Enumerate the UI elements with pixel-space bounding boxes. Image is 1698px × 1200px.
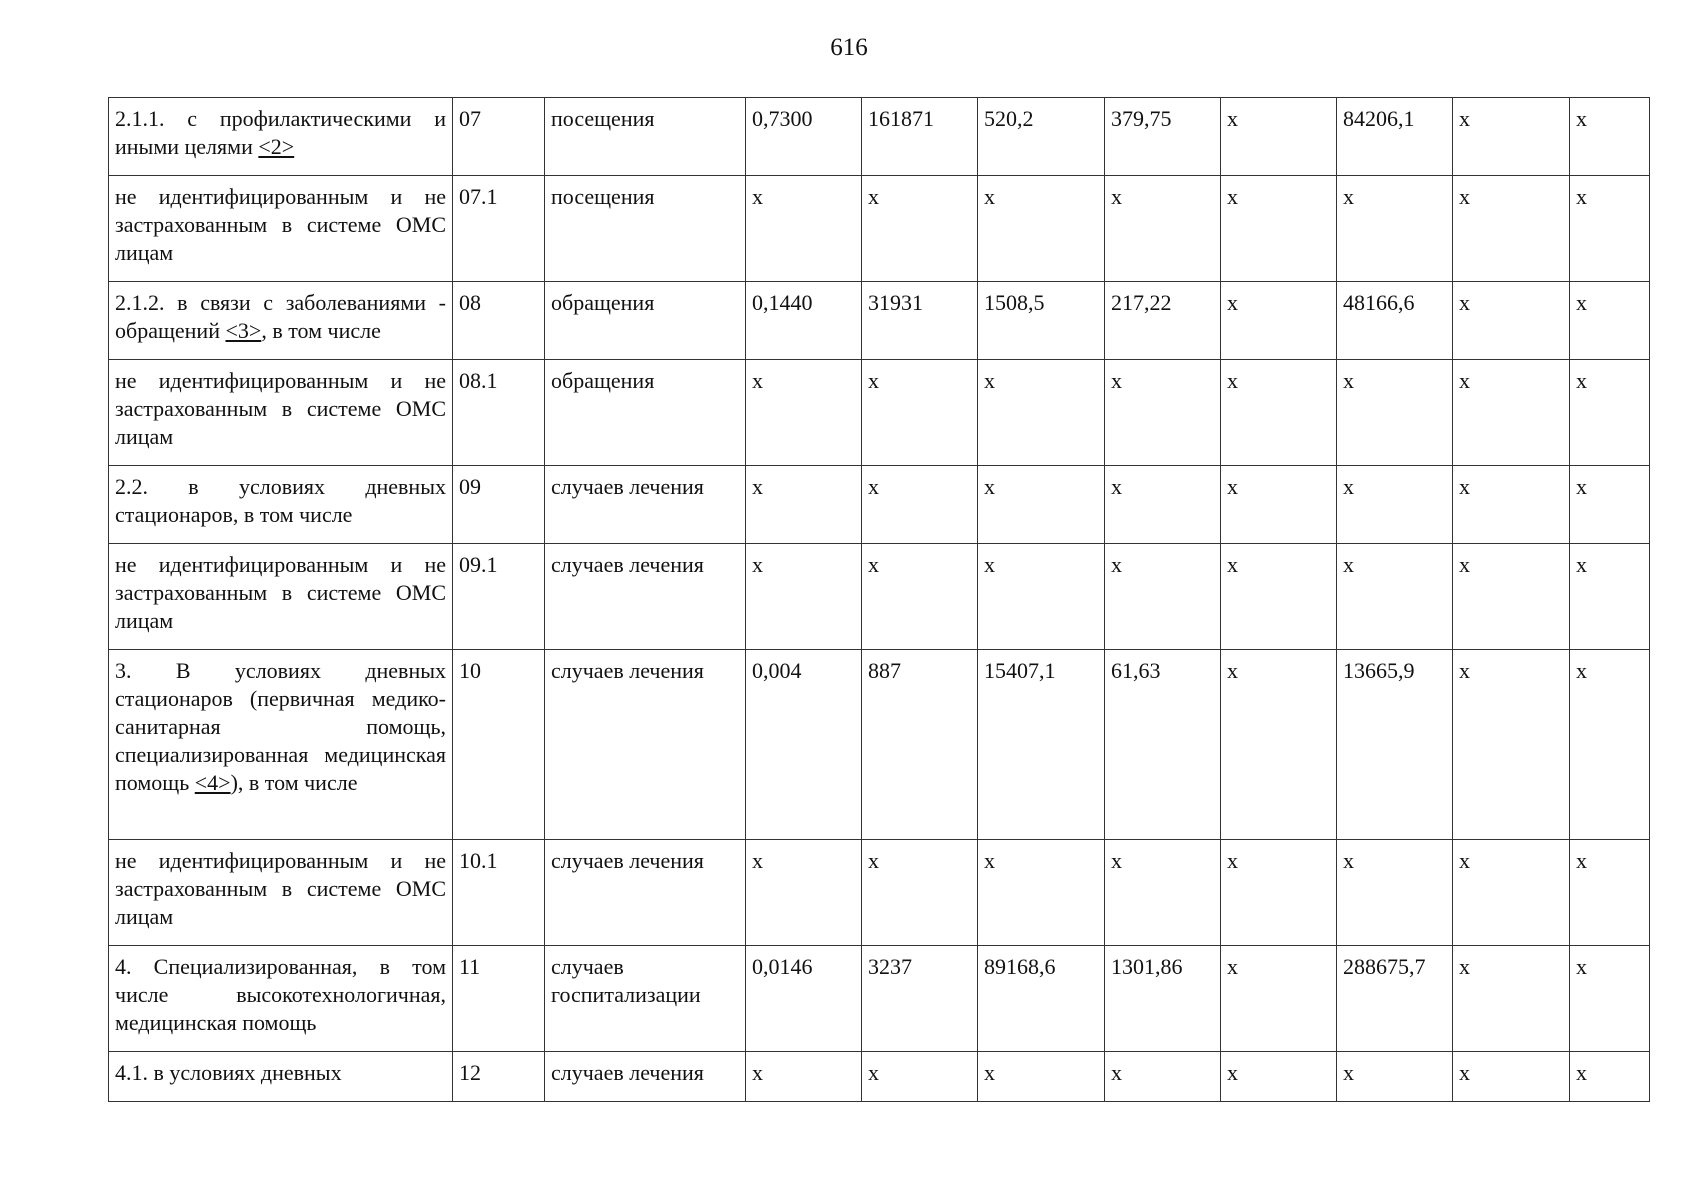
description-text: не идентифицированным и не застрахованным в системе ОМС лицам — [115, 368, 446, 449]
table-row — [109, 176, 1650, 282]
footnote-link[interactable]: <4> — [194, 770, 231, 795]
value-cell-c7: х — [1453, 544, 1570, 650]
value-cell-c1: 0,004 — [746, 650, 862, 840]
value-cell-c7: х — [1453, 176, 1570, 282]
row-description — [109, 98, 453, 176]
description-text: 4.1. в условиях дневных — [115, 1060, 342, 1085]
value-cell-c6: 288675,7 — [1337, 946, 1453, 1052]
value-cell-c2: х — [862, 1052, 978, 1102]
value-cell-c5: х — [1221, 466, 1337, 544]
value-cell-c8: х — [1570, 840, 1650, 946]
value-cell-c5: х — [1221, 650, 1337, 840]
row-unit: случаев госпитализации — [545, 946, 746, 1052]
row-description — [109, 360, 453, 466]
row-description — [109, 946, 453, 1052]
value-cell-c8: х — [1570, 360, 1650, 466]
row-description — [109, 466, 453, 544]
value-cell-c8: х — [1570, 98, 1650, 176]
value-cell-c1: х — [746, 544, 862, 650]
value-cell-c8: х — [1570, 650, 1650, 840]
value-cell-c7: х — [1453, 360, 1570, 466]
value-cell-c4: х — [1105, 360, 1221, 466]
row-unit: посещения — [545, 98, 746, 176]
value-cell-c4: х — [1105, 176, 1221, 282]
row-code: 08.1 — [453, 360, 545, 466]
table-row — [109, 840, 1650, 946]
page-number: 616 — [830, 34, 868, 61]
value-cell-c5: х — [1221, 360, 1337, 466]
value-cell-c8: х — [1570, 946, 1650, 1052]
value-cell-c1: х — [746, 840, 862, 946]
value-cell-c5: х — [1221, 282, 1337, 360]
value-cell-c4: х — [1105, 1052, 1221, 1102]
value-cell-c7: х — [1453, 282, 1570, 360]
value-cell-c6: х — [1337, 466, 1453, 544]
row-code: 08 — [453, 282, 545, 360]
row-unit: обращения — [545, 360, 746, 466]
value-cell-c6: 13665,9 — [1337, 650, 1453, 840]
value-cell-c1: 0,7300 — [746, 98, 862, 176]
value-cell-c6: х — [1337, 1052, 1453, 1102]
value-cell-c4: 1301,86 — [1105, 946, 1221, 1052]
table-row — [109, 1052, 1650, 1102]
table-row — [109, 650, 1650, 840]
value-cell-c3: 1508,5 — [978, 282, 1105, 360]
row-code: 12 — [453, 1052, 545, 1102]
description-text: ), в том числе — [230, 770, 358, 795]
description-text: 4. Специализированная, в том числе высокотехнологичная, медицинская помощь — [115, 954, 446, 1035]
description-text: 2.2. в условиях дневных стационаров, в том числе — [115, 474, 446, 527]
value-cell-c6: х — [1337, 360, 1453, 466]
description-text: не идентифицированным и не застрахованным в системе ОМС лицам — [115, 848, 446, 929]
row-unit: случаев лечения — [545, 840, 746, 946]
value-cell-c4: 379,75 — [1105, 98, 1221, 176]
row-code: 09 — [453, 466, 545, 544]
value-cell-c6: х — [1337, 176, 1453, 282]
value-cell-c1: х — [746, 176, 862, 282]
value-cell-c3: х — [978, 360, 1105, 466]
row-unit: случаев лечения — [545, 1052, 746, 1102]
row-code: 07.1 — [453, 176, 545, 282]
row-description — [109, 176, 453, 282]
value-cell-c2: х — [862, 360, 978, 466]
value-cell-c5: х — [1221, 98, 1337, 176]
table-row — [109, 98, 1650, 176]
row-unit: случаев лечения — [545, 466, 746, 544]
row-unit: обращения — [545, 282, 746, 360]
value-cell-c1: х — [746, 1052, 862, 1102]
value-cell-c8: х — [1570, 1052, 1650, 1102]
value-cell-c5: х — [1221, 176, 1337, 282]
row-code: 09.1 — [453, 544, 545, 650]
value-cell-c4: х — [1105, 544, 1221, 650]
value-cell-c3: 520,2 — [978, 98, 1105, 176]
description-text: 2.1.2. в связи с заболеваниями - обращений — [115, 290, 446, 343]
value-cell-c3: х — [978, 544, 1105, 650]
row-unit: случаев лечения — [545, 650, 746, 840]
value-cell-c4: х — [1105, 466, 1221, 544]
row-unit: случаев лечения — [545, 544, 746, 650]
value-cell-c7: х — [1453, 466, 1570, 544]
row-description — [109, 544, 453, 650]
value-cell-c1: х — [746, 466, 862, 544]
row-code: 10 — [453, 650, 545, 840]
value-cell-c3: 89168,6 — [978, 946, 1105, 1052]
description-text: 2.1.1. с профилактическими и иными целями — [115, 106, 446, 159]
value-cell-c1: х — [746, 360, 862, 466]
description-text: 3. В условиях дневных стационаров (первичная медико-санитарная помощь, специализированная медицинская помощь — [115, 658, 446, 795]
table-row — [109, 360, 1650, 466]
value-cell-c5: х — [1221, 946, 1337, 1052]
value-cell-c3: х — [978, 1052, 1105, 1102]
value-cell-c1: 0,1440 — [746, 282, 862, 360]
value-cell-c2: 31931 — [862, 282, 978, 360]
row-code: 11 — [453, 946, 545, 1052]
value-cell-c8: х — [1570, 544, 1650, 650]
value-cell-c2: х — [862, 176, 978, 282]
footnote-link[interactable]: <3> — [225, 318, 262, 343]
value-cell-c2: х — [862, 466, 978, 544]
row-unit: посещения — [545, 176, 746, 282]
value-cell-c2: 161871 — [862, 98, 978, 176]
value-cell-c5: х — [1221, 544, 1337, 650]
value-cell-c6: х — [1337, 544, 1453, 650]
value-cell-c7: х — [1453, 946, 1570, 1052]
footnote-link[interactable]: <2> — [258, 134, 295, 159]
value-cell-c3: х — [978, 840, 1105, 946]
description-text: , в том числе — [261, 318, 381, 343]
row-description — [109, 282, 453, 360]
row-code: 10.1 — [453, 840, 545, 946]
value-cell-c6: х — [1337, 840, 1453, 946]
row-description — [109, 840, 453, 946]
volume-cost-table — [108, 97, 1650, 1102]
value-cell-c4: 61,63 — [1105, 650, 1221, 840]
value-cell-c7: х — [1453, 650, 1570, 840]
value-cell-c4: х — [1105, 840, 1221, 946]
value-cell-c3: х — [978, 466, 1105, 544]
value-cell-c2: х — [862, 840, 978, 946]
value-cell-c6: 84206,1 — [1337, 98, 1453, 176]
value-cell-c4: 217,22 — [1105, 282, 1221, 360]
value-cell-c5: х — [1221, 840, 1337, 946]
value-cell-c1: 0,0146 — [746, 946, 862, 1052]
table-row — [109, 544, 1650, 650]
row-code: 07 — [453, 98, 545, 176]
value-cell-c3: 15407,1 — [978, 650, 1105, 840]
value-cell-c7: х — [1453, 98, 1570, 176]
row-description — [109, 650, 453, 840]
table-row — [109, 466, 1650, 544]
value-cell-c8: х — [1570, 176, 1650, 282]
value-cell-c8: х — [1570, 282, 1650, 360]
value-cell-c6: 48166,6 — [1337, 282, 1453, 360]
description-text: не идентифицированным и не застрахованным в системе ОМС лицам — [115, 184, 446, 265]
value-cell-c5: х — [1221, 1052, 1337, 1102]
value-cell-c2: х — [862, 544, 978, 650]
value-cell-c2: 3237 — [862, 946, 978, 1052]
table-row — [109, 282, 1650, 360]
value-cell-c3: х — [978, 176, 1105, 282]
value-cell-c8: х — [1570, 466, 1650, 544]
table-row — [109, 946, 1650, 1052]
row-description — [109, 1052, 453, 1102]
value-cell-c2: 887 — [862, 650, 978, 840]
value-cell-c7: х — [1453, 840, 1570, 946]
description-text: не идентифицированным и не застрахованным в системе ОМС лицам — [115, 552, 446, 633]
value-cell-c7: х — [1453, 1052, 1570, 1102]
